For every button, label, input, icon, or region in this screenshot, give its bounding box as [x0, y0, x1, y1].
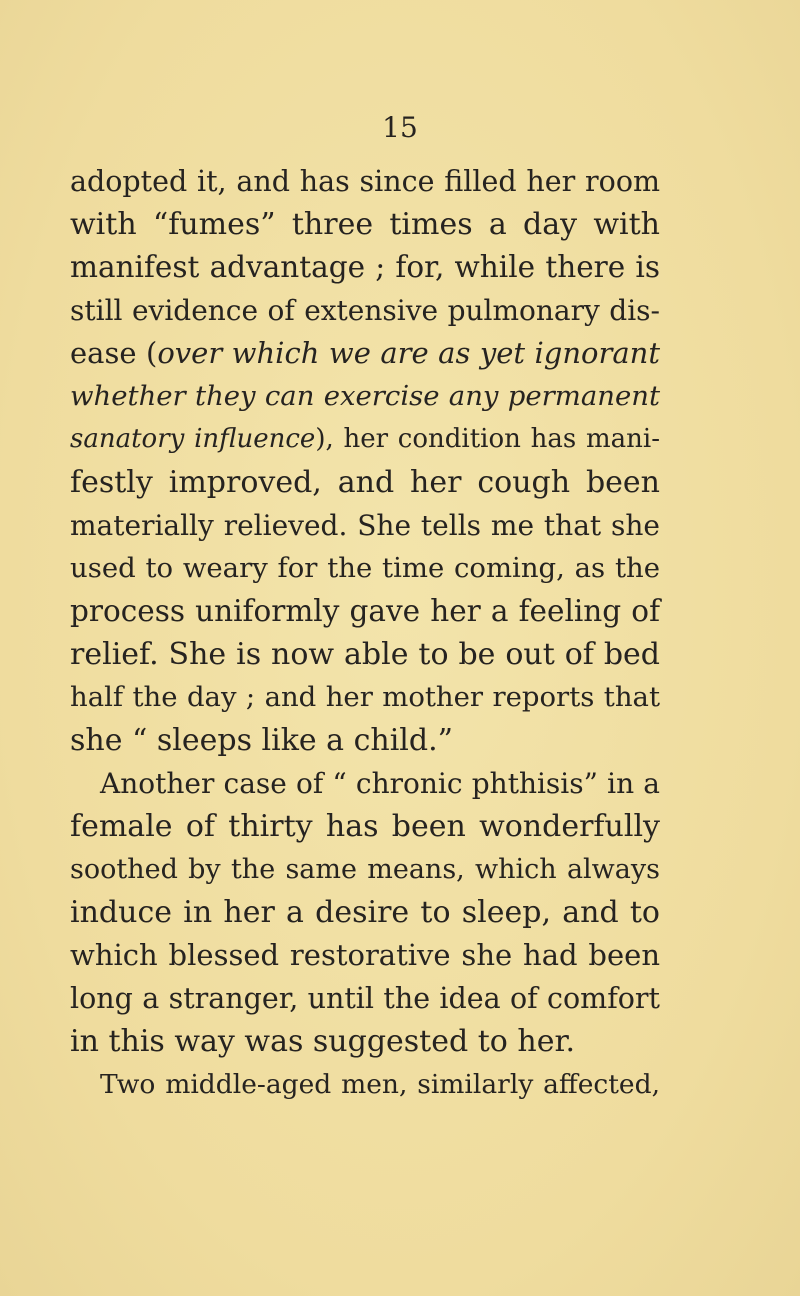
text-line-8: festly improved, and her cough been [70, 465, 660, 500]
text-line-15: Another case of “ chronic phthisis” in a [100, 767, 660, 800]
text-line-5: ease (over which we are as yet ignorant [70, 336, 660, 370]
text-line-21: in this way was suggested to her. [70, 1024, 576, 1059]
text-line-7: sanatory influence), her condition has mani- [70, 424, 660, 454]
text-line-1: adopted it, and has since filled her room [70, 165, 660, 198]
text-line-2: with “fumes” three times a day with [70, 207, 660, 242]
body-text [70, 160, 660, 1106]
text-line-3: manifest advantage ; for, while there is [70, 250, 660, 284]
italic-parenthetical-start: over which we are as yet ignorant [157, 336, 660, 370]
page-number: 15 [382, 111, 418, 144]
text-line-19: which blessed restorative she had been [70, 938, 660, 972]
text-line-22: Two middle-aged men, similarly affected, [100, 1069, 660, 1100]
text-line-20: long a stranger, until the idea of comfort [70, 982, 660, 1015]
text-line-18: induce in her a desire to sleep, and to [70, 895, 660, 930]
text-line-11: process uniformly gave her a feeling of [70, 594, 660, 628]
text-line-16: female of thirty has been wonderfully [70, 809, 660, 844]
text-line-13: half the day ; and her mother reports that [70, 681, 660, 713]
text-line-12: relief. She is now able to be out of bed [70, 637, 660, 672]
text-line-17: soothed by the same means, which always [70, 854, 660, 885]
italic-parenthetical-end: sanatory influence [70, 424, 316, 454]
text-line-4: still evidence of extensive pulmonary dis- [70, 294, 660, 327]
text-line-10: used to weary for the time coming, as the [70, 552, 660, 584]
text-line-14: she “ sleeps like a child.” [70, 723, 453, 758]
text-line-9: materially relieved. She tells me that she [70, 509, 660, 542]
text-line-6: whether they can exercise any permanent [70, 380, 660, 412]
